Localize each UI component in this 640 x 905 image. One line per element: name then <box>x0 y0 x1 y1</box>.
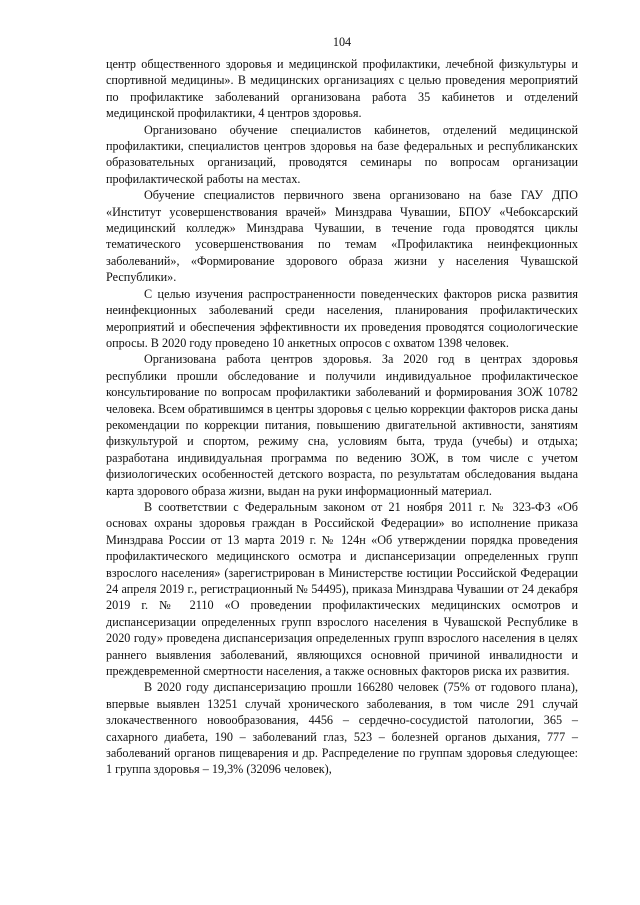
paragraph-5: Организована работа центров здоровья. За 2020 год в центрах здоровья республики прошли обследование и получили индивидуальное профилактическое консультирование по вопросам профилактики заболеваний и формирования ЗОЖ 10782 человека. Всем обратившимся в центры здоровья с целью коррекции факторов риска даны рекомендации по коррекции питания, повышению двигательной активности, занятиям физкультурой и спортом, режиму сна, условиям быта, труда (учебы) и отдыха; разработана индивидуальная программа по ведению ЗОЖ, в том числе с учетом физиологических особенностей детского возраста, по результатам обследования выдана карта здорового образа жизни, выдан на руки информационный материал. <box>106 352 578 498</box>
paragraph-6: В соответствии с Федеральным законом от 21 ноября 2011 г. № 323-ФЗ «Об основах охраны здоровья граждан в Российской Федерации» во исполнение приказа Минздрава России от 13 марта 2019 г. № 124н «Об утверждении порядка проведения профилактического медицинского осмотра и диспансеризации определенных групп взрослого населения» (зарегистрирован в Министерстве юстиции Российской Федерации 24 апреля 2019 г., регистрационный № 54495), приказа Минздрава Чувашии от 24 декабря 2019 г. № 2110 «О проведении профилактических медицинских осмотров и диспансеризации определенных групп взрослого населения в Чувашской Республике в 2020 году» проведена диспансеризация определенных групп взрослого населения в целях раннего выявления заболеваний, являющихся основной причиной инвалидности и преждевременной смертности населения, а также основных факторов риска их развития. <box>106 499 578 679</box>
paragraph-4: С целью изучения распространенности поведенческих факторов риска развития неинфекционных заболеваний среди населения, планирования профилактических мероприятий и обеспечения эффективности их проведения проводятся социологические опросы. В 2020 году проведено 10 анкетных опросов с охватом 1398 человек. <box>106 286 578 350</box>
paragraph-2: Организовано обучение специалистов кабинетов, отделений медицинской профилактики, специалистов центров здоровья на базе федеральных и республиканских образовательных организаций, проводятся семинары по вопросам организации профилактической работы на местах. <box>106 122 578 186</box>
paragraph-1: центр общественного здоровья и медицинской профилактики, лечебной физкультуры и спортивной медицины». В медицинских организациях с целью проведения мероприятий по профилактике заболеваний организована работа 35 кабинетов и отделений медицинской профилактики, 4 центров здоровья. <box>106 57 578 121</box>
paragraph-7: В 2020 году диспансеризацию прошли 166280 человек (75% от годового плана), впервые выявлен 13251 случай хронического заболевания, в том числе 291 случай злокачественного новообразования, 4456 – сердечно-сосудистой патологии, 365 – сахарного диабета, 190 – заболеваний глаз, 523 – болезней органов дыхания, 777 – заболеваний органов пищеварения и др. Распределение по группам здоровья следующее: 1 группа здоровья – 19,3% (32096 человек), <box>106 680 578 777</box>
page-number: 104 <box>332 35 352 49</box>
paragraph-3: Обучение специалистов первичного звена организовано на базе ГАУ ДПО «Институт усовершенствования врачей» Минздрава Чувашии, БПОУ «Чебоксарский медицинский колледж» Минздрава Чувашии, в течение года проводятся циклы тематического усовершенствования по темам «Профилактика неинфекционных заболеваний», «Формирование здорового образа жизни у населения Чувашской Республики». <box>106 188 578 285</box>
